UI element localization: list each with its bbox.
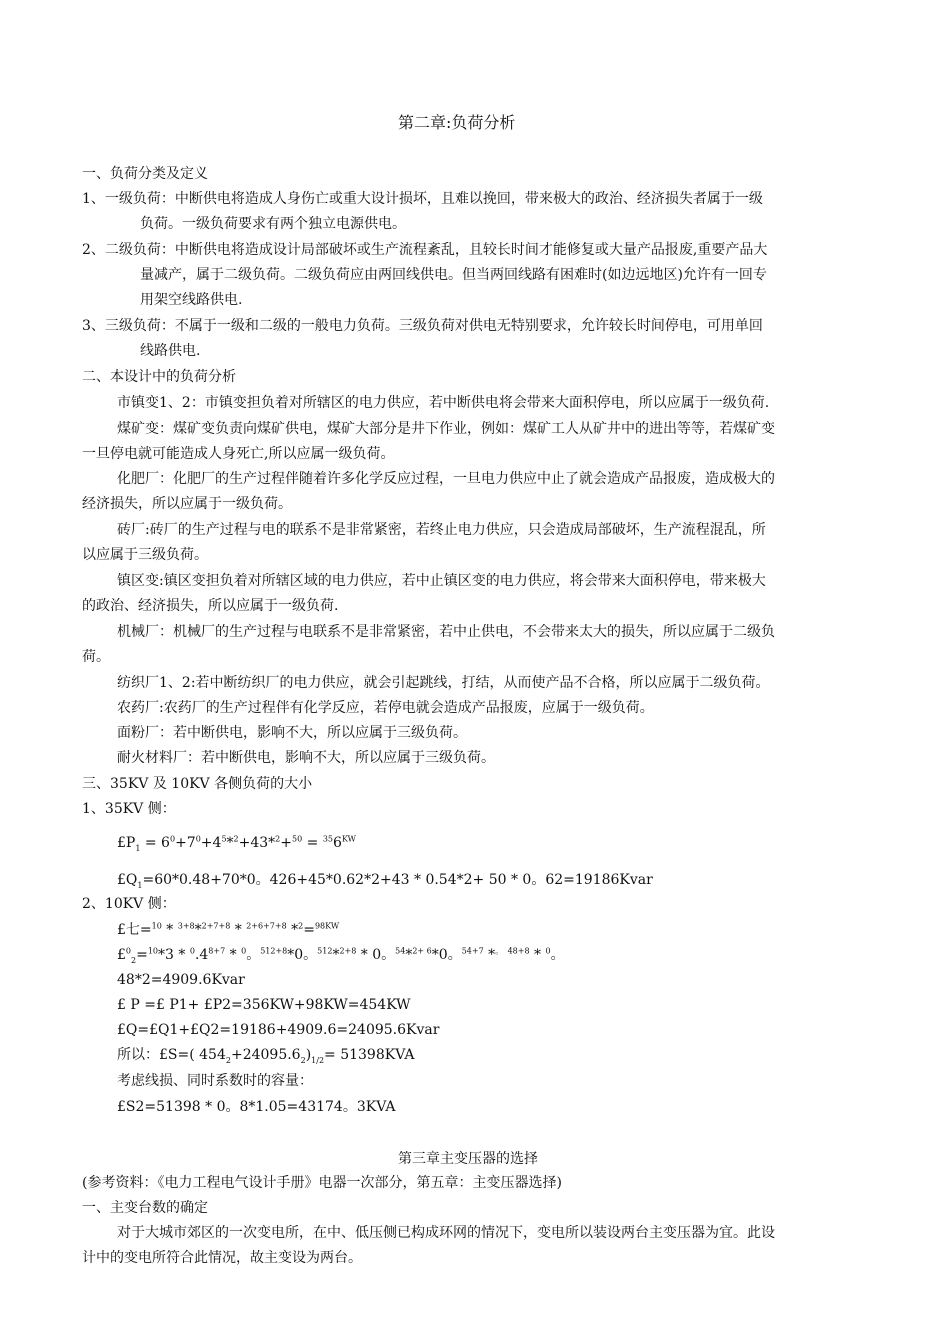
chapter3-paragraph-1: 对于大城市郊区的一次变电所，在中、低压侧已构成环网的情况下，变电所以装设两台主变压器为宜。此设 bbox=[117, 1225, 775, 1241]
paragraph-mianfen: 面粉厂：若中断供电，影响不大，所以应属于三级负荷。 bbox=[117, 725, 467, 741]
chapter3-section1-heading: 一、主变台数的确定 bbox=[82, 1200, 208, 1216]
level1-line2: 负荷。一级负荷要求有两个独立电源供电。 bbox=[140, 216, 406, 232]
chapter3-reference: (参考资料：《电力工程电气设计手册》电器一次部分，第五章：主变压器选择) bbox=[82, 1175, 562, 1191]
section3-heading: 三、35KV 及 10KV 各侧负荷的大小 bbox=[82, 776, 313, 792]
level2-line1: 2、二级负荷：中断供电将造成设计局部破坏或生产流程紊乱，且较长时间才能修复或大量产品报废,重要产品大 bbox=[82, 242, 768, 258]
equation-p-total: £ P =£ P1+ £P2=356KW+98KW=454KW bbox=[117, 997, 411, 1013]
section1-heading: 一、负荷分类及定义 bbox=[82, 166, 208, 182]
level3-line2: 线路供电. bbox=[140, 343, 201, 359]
chapter2-title: 第二章:负荷分析 bbox=[398, 113, 516, 132]
paragraph-shizhen: 市镇变1、2：市镇变担负着对所辖区的电力供应，若中断供电将会带来大面积停电，所以应属于一级负荷. bbox=[117, 395, 770, 411]
paragraph-meikuang-2: 一旦停电就可能造成人身死亡,所以应属一级负荷。 bbox=[82, 446, 395, 462]
equation-q1: $£Q_1=60*0.48+70*0$。426+45*0.62*2+43 * 0.54*2+ 50 * 0。62=19186Kvar bbox=[117, 872, 653, 890]
paragraph-huafei-1: 化肥厂：化肥厂的生产过程伴随着许多化学反应过程，一旦电力供应中止了就会造成产品报废，造成极大的 bbox=[117, 471, 775, 487]
paragraph-jixie-2: 荷。 bbox=[82, 649, 110, 665]
equation-q2-part2: 48*2=4909.6Kvar bbox=[117, 972, 245, 988]
equation-p2: £七=$^{10}$ * $^{3+8}$*$^{2+7+8}$ * $^{2+6+7+8}$ *$^2$=$^{98KW}$ bbox=[117, 921, 340, 938]
paragraph-fangzhi: 纺织厂1、2:若中断纺织厂的电力供应，就会引起跳线，打结，从而使产品不合格，所以应属于二级负荷。 bbox=[117, 675, 770, 691]
equation-q-total: £Q=£Q1+£Q2=19186+4909.6=24095.6Kvar bbox=[117, 1022, 440, 1038]
equation-q2-part1: £$^0_2$=$^{10}$*3 * $^0.4^{8+7} * ^0$。$^{512+8}$*0。$^{512}$*$^{2+8}$ * 0。$^{54}$*$^{2+ 6}$*0。$^{54+7}$ *。 $^{48+8}$ * $^0$。 bbox=[117, 946, 565, 965]
chapter3-paragraph-2: 计中的变电所符合此情况，故主变设为两台。 bbox=[82, 1250, 362, 1266]
paragraph-naihuo: 耐火材料厂：若中断供电，影响不大，所以应属于三级负荷。 bbox=[117, 750, 495, 766]
equation-s2: £S2=51398 * 0。8*1.05=43174。3KVA bbox=[117, 1099, 396, 1115]
subsection-35kv: 1、35KV 侧： bbox=[82, 801, 176, 817]
capacity-note: 考虑线损、同时系数时的容量： bbox=[117, 1073, 313, 1089]
level3-line1: 3、三级负荷：不属于一级和二级的一般电力负荷。三级负荷对供电无特别要求，允许较长时间停电，可用单回 bbox=[82, 318, 763, 334]
paragraph-meikuang-1: 煤矿变：煤矿变负责向煤矿供电，煤矿大部分是井下作业，例如：煤矿工人从矿井中的进出等等，若煤矿变 bbox=[117, 421, 775, 437]
paragraph-nongyao: 农药厂:农药厂的生产过程伴有化学反应，若停电就会造成产品报废，应属于一级负荷。 bbox=[117, 700, 654, 716]
paragraph-zhuanchang-1: 砖厂:砖厂的生产过程与电的联系不是非常紧密，若终止电力供应，只会造成局部破坏，生产流程混乱，所 bbox=[117, 522, 766, 538]
paragraph-zhenqu-1: 镇区变:镇区变担负着对所辖区域的电力供应，若中止镇区变的电力供应，将会带来大面积停电，带来极大 bbox=[117, 573, 766, 589]
paragraph-zhenqu-2: 的政治、经济损失，所以应属于一级负荷. bbox=[82, 598, 339, 614]
level2-line2: 量减产，属于二级负荷。二级负荷应由两回线供电。但当两回线路有困难时(如边远地区)允许有一回专 bbox=[140, 267, 767, 283]
equation-p1: $£P_1 = 6^0+7^0+4^5*^2+43*^2+^{50} = ^{35}6^{KW}$ bbox=[117, 834, 356, 853]
section2-heading: 二、本设计中的负荷分析 bbox=[82, 369, 236, 385]
equation-s-total: 所以：£S=( $454_2+24095.6_2)_{1/2}= 51398KVA$ bbox=[117, 1047, 415, 1065]
subsection-10kv: 2、10KV 侧： bbox=[82, 896, 176, 912]
paragraph-jixie-1: 机械厂：机械厂的生产过程与电联系不是非常紧密，若中止供电，不会带来太大的损失，所以应属于二级负 bbox=[117, 624, 775, 640]
chapter3-title: 第三章主变压器的选择 bbox=[398, 1151, 538, 1167]
paragraph-zhuanchang-2: 以应属于三级负荷。 bbox=[82, 547, 208, 563]
paragraph-huafei-2: 经济损失，所以应属于一级负荷。 bbox=[82, 496, 292, 512]
level2-line3: 用架空线路供电. bbox=[140, 292, 243, 308]
level1-line1: 1、一级负荷：中断供电将造成人身伤亡或重大设计损坏，且难以挽回，带来极大的政治、经济损失者属于一级 bbox=[82, 191, 763, 207]
